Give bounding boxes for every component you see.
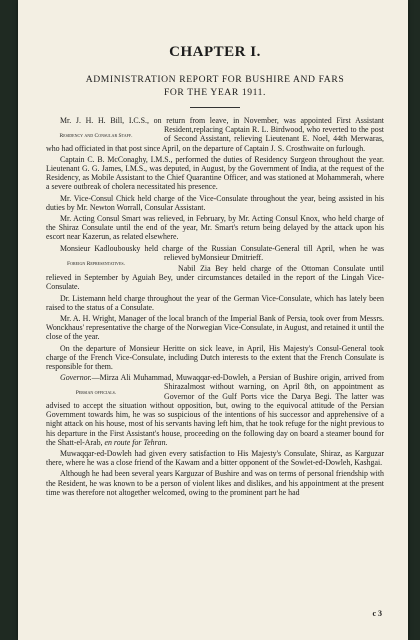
- paragraph-text: Mr. J. H. H. Bill, I.C.S., on return from leave, in November, was appointed First Assistant Resident,: [60, 116, 384, 135]
- page-number: c 3: [372, 609, 382, 618]
- title-rule: [190, 107, 240, 108]
- report-title: [46, 73, 384, 99]
- paragraph-surgeon: Captain C. B. McConaghy, I.M.S., performed the duties of Residency Surgeon throughout the year. Lieutenant G. G. James, I.M.S., was deputed, in August, by the Government of India, at the request of the Residency, as Mobile Assistant to the Chief Quarantine Officer, and was stationed at Mohammerah, where a severe outbreak of cholera necessitated his presence.: [46, 154, 384, 192]
- paragraph-vice-consul: Mr. Vice-Consul Chick held charge of the Vice-Consulate throughout the year, being assisted in his duties by Mr. Newton Worrall, Consular Assistant.: [46, 193, 384, 212]
- en-route-text: en route for Tehran.: [104, 437, 168, 447]
- paragraph-staff: [46, 116, 384, 153]
- paragraph-french-consulate: On the departure of Monsieur Heritte on sick leave, in April, His Majesty's Consul-General took charge of the French Vice-Consulate, including Dutch interests to the extent that the French Consulate is responsible for them.: [46, 343, 384, 372]
- paragraph-text: —Mirza Ali Muhammad, Muwaqqar-ed-Dowleh, a Persian of Bushire origin, arrived from Shiraz: [91, 373, 384, 392]
- paragraph-norwegian-consulate: Mr. A. H. Wright, Manager of the local branch of the Imperial Bank of Persia, took over from Messrs. Wonckhaus' representative the charge of the Norwegian Vice-Consulate, in August, and retained it until the close of the year.: [46, 314, 384, 342]
- paragraph-muwaqqar: Muwaqqar-ed-Dowleh had given every satisfaction to His Majesty's Consulate, Shiraz, as Karguzar there, where he was a close friend of the Kawam and a bitter opponent of the Sowlet-ed-Dowleh, Kashgai.: [46, 448, 384, 468]
- side-note-residency-staff: Residency and Consular Staff.: [59, 133, 133, 140]
- paragraph-ottoman-consulate: Nabil Zia Bey held charge of the Ottoman Consulate until relieved in September by Aguiah Bey, under circumstances detailed in the report of the Lingah Vice-Consulate.: [46, 264, 384, 292]
- governor-lead: Governor.: [60, 373, 92, 383]
- report-title-line1: ADMINISTRATION REPORT FOR BUSHIRE AND FARS: [85, 74, 345, 85]
- paragraph-karguzar: Although he had been several years Karguzar of Bushire and was on terms of personal friendship with the Resident, he was known to be a person of violent likes and dislikes, and his appointment at the present time was therefore not altogether welcomed, owing to the prominent part he had: [46, 469, 384, 497]
- paragraph-text: replacing Captain R. L. Birdwood, who reverted to the post of Second Assistant, relieving Lieutenant E. Noel, 44th Merwaras, who had officiated in that post since April, on the departure of Captain J. S. Crosthwaite on furlough.: [46, 125, 384, 153]
- page-content: [46, 44, 384, 499]
- report-title-line2: FOR THE YEAR 1911.: [163, 87, 267, 98]
- paragraph-shiraz-consul: Mr. Acting Consul Smart was relieved, in February, by Mr. Acting Consul Knox, who held charge of the Shiraz Consulate until the end of the year, Mr. Smart's return being delayed by the attack upon his escort near Kazerun, as related elsewhere.: [46, 214, 384, 242]
- document-page: [18, 0, 408, 640]
- paragraph-text: Monsieur Kadloubousky held charge of the Russian Consulate-General till April, when he was relieved by: [60, 243, 384, 262]
- paragraph-text: almost without warning, on April 8th, on appointment as Governor of the Gulf Ports vice the Darya Begi. The latter was advised to accept the situation without opposition, but, owing to the equivocal attitude of the Persian Government towards him, he was so suspicious of the intentions of his successor and apprehensive of a night attack on his house, most of his servants having left him, that he took refuge for the night previous to his departure in the First Assistant's house, proceeding on the following day on board a steamer bound for the Shatt-el-Arab,: [46, 382, 384, 447]
- side-note-foreign-representatives: Foreign Representatives.: [67, 260, 125, 267]
- chapter-heading: CHAPTER I.: [169, 44, 261, 60]
- paragraph-german-consulate: Dr. Listemann held charge throughout the year of the German Vice-Consulate, which has lately been raised to the status of a Consulate.: [46, 293, 384, 312]
- paragraph-governor: [46, 373, 384, 447]
- report-body: [46, 116, 384, 497]
- side-note-persian-officials: Persian officials.: [75, 390, 117, 397]
- paragraph-text: Monsieur Dmitrieff.: [199, 252, 264, 262]
- paragraph-russian-consulate: [46, 243, 384, 267]
